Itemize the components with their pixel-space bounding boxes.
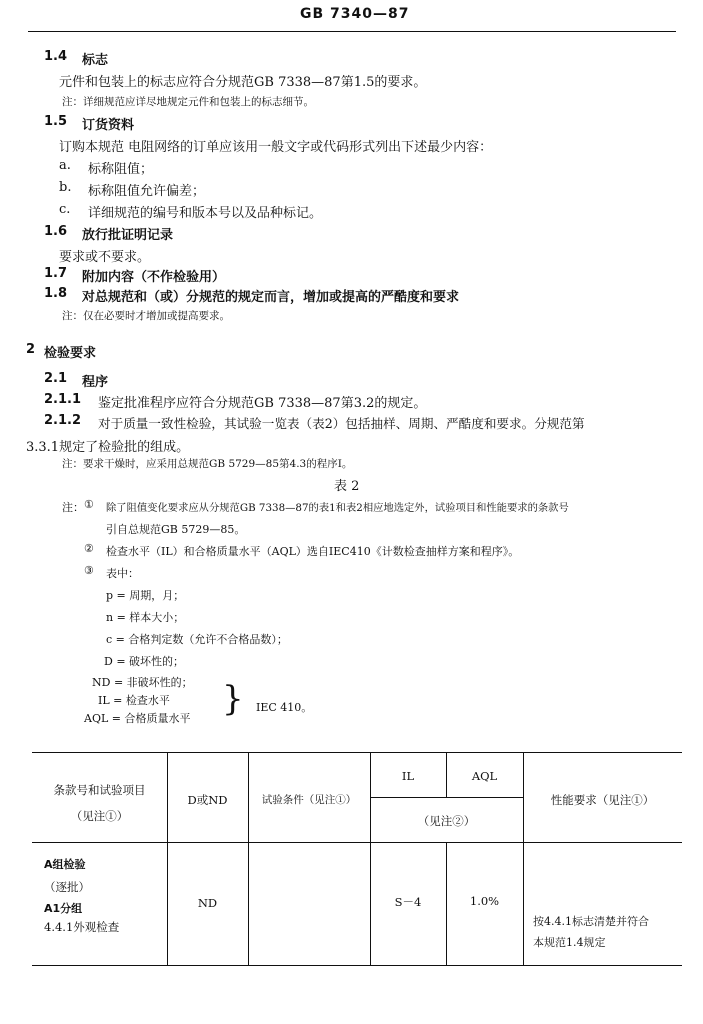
note-1-mark: ①: [84, 498, 94, 511]
list-item-mark-b: b.: [59, 180, 72, 195]
note-3-mark: ③: [84, 564, 94, 577]
section-2-1-2-text-line1: 对于质量一致性检验，其试验一览表（表2）包括抽样、周期、严酷度和要求。分规范第: [98, 416, 585, 431]
list-item-text-a: 标称阻值；: [88, 162, 154, 177]
document-header-title: GB 7340—87: [300, 6, 410, 22]
row-aql-value: 1.0%: [469, 894, 500, 908]
header-clause-line2: （见注①）: [70, 809, 129, 823]
table-col-divider-1: [167, 752, 168, 965]
header-clause-line1: 条款号和试验项目: [53, 783, 146, 797]
section-1-7-title: 附加内容（不作检验用）: [82, 270, 226, 285]
definition-n: n = 样本大小；: [106, 611, 185, 624]
header-rule: [28, 31, 676, 32]
row-subgroup-a1: A1分组: [44, 902, 83, 915]
note-2-text: 检查水平（IL）和合格质量水平（AQL）选自IEC410《计数检查抽样方案和程序》。: [106, 545, 520, 558]
header-performance: 性能要求（见注①）: [550, 793, 655, 807]
section-1-4-text: 元件和包装上的标志应符合分规范GB 7338—87第1.5的要求。: [59, 75, 427, 90]
section-2-title: 检验要求: [44, 346, 97, 361]
section-2-1-2-text-line2: 3.3.1规定了检验批的组成。: [26, 440, 190, 455]
section-2-1-1-text: 鉴定批准程序应符合分规范GB 7338—87第3.2的规定。: [98, 396, 427, 411]
definition-p: p = 周期，月；: [106, 589, 185, 602]
header-il: IL: [401, 769, 415, 783]
table-bottom-rule: [32, 965, 682, 966]
header-aql: AQL: [471, 769, 498, 783]
section-2-1-2-number: 2.1.2: [44, 413, 82, 428]
list-item-text-b: 标称阻值允许偏差；: [88, 184, 206, 199]
definition-il: IL = 检查水平: [98, 694, 170, 707]
definition-c: c = 合格判定数（允许不合格品数）；: [106, 633, 288, 646]
note-1-line2: 引自总规范GB 5729—85。: [106, 523, 246, 536]
section-1-8-number: 1.8: [44, 286, 68, 301]
row-d-nd-value: ND: [197, 896, 218, 910]
definition-nd: ND = 非破坏性的；: [92, 676, 193, 689]
section-1-8-title: 对总规范和（或）分规范的规定而言，增加或提高的严酷度和要求: [82, 290, 460, 305]
definition-aql: AQL = 合格质量水平: [84, 712, 191, 725]
section-1-6-text: 要求或不要求。: [59, 250, 151, 265]
row-il-value: S－4: [394, 895, 422, 909]
table-il-aql-subrule: [370, 797, 523, 798]
list-item-text-c: 详细规范的编号和版本号以及品种标记。: [88, 206, 323, 221]
table-col-divider-5: [523, 752, 524, 965]
section-1-7-number: 1.7: [44, 266, 68, 281]
row-lot-by-lot: （逐批）: [44, 880, 90, 894]
table-caption: 表 2: [334, 479, 360, 494]
table-col-divider-3: [370, 752, 371, 965]
section-2-number: 2: [26, 342, 36, 357]
section-1-4-number: 1.4: [44, 49, 68, 64]
section-1-5-title: 订货资料: [82, 118, 135, 133]
right-brace: }: [222, 679, 244, 719]
section-1-6-title: 放行批证明记录: [82, 228, 174, 243]
section-1-5-text: 订购本规范 电阻网络的订单应该用一般文字或代码形式列出下述最少内容：: [59, 140, 493, 155]
table-top-rule: [32, 752, 682, 753]
note-1-line1: 除了阻值变化要求应从分规范GB 7338—87的表1和表2相应地选定外，试验项目和性能要求的条款号: [106, 502, 569, 514]
header-d-or-nd: D或ND: [187, 793, 228, 807]
section-1-4-note: 注：详细规范应详尽地规定元件和包装上的标志细节。: [62, 96, 314, 108]
section-2-1-number: 2.1: [44, 371, 68, 386]
list-item-mark-a: a.: [59, 158, 71, 173]
note-3-text: 表中：: [106, 567, 139, 580]
list-item-mark-c: c.: [59, 202, 71, 217]
table-header-bottom-rule: [32, 842, 682, 843]
brace-reference: IEC 410。: [256, 701, 313, 714]
section-1-4-title: 标志: [82, 53, 109, 68]
section-2-1-1-number: 2.1.1: [44, 392, 82, 407]
section-1-5-number: 1.5: [44, 114, 68, 129]
section-1-6-number: 1.6: [44, 224, 68, 239]
table-col-divider-2: [248, 752, 249, 965]
section-1-8-note: 注：仅在必要时才增加或提高要求。: [62, 310, 230, 322]
row-clause-4-4-1: 4.4.1外观检查: [44, 920, 120, 934]
definition-d: D = 破坏性的；: [104, 655, 185, 668]
table-notes-prefix: 注：: [62, 501, 84, 514]
header-see-note-2: （见注②）: [417, 814, 476, 828]
section-2-1-2-note: 注：要求干燥时，应采用总规范GB 5729—85第4.3的程序Ⅰ。: [62, 458, 353, 470]
section-2-1-title: 程序: [82, 375, 109, 390]
row-performance-line2: 本规范1.4规定: [533, 936, 606, 949]
header-test-conditions: 试验条件（见注①）: [261, 794, 357, 806]
note-2-mark: ②: [84, 542, 94, 555]
row-performance-line1: 按4.4.1标志清楚并符合: [533, 915, 649, 928]
row-group-a: A组检验: [44, 858, 86, 871]
